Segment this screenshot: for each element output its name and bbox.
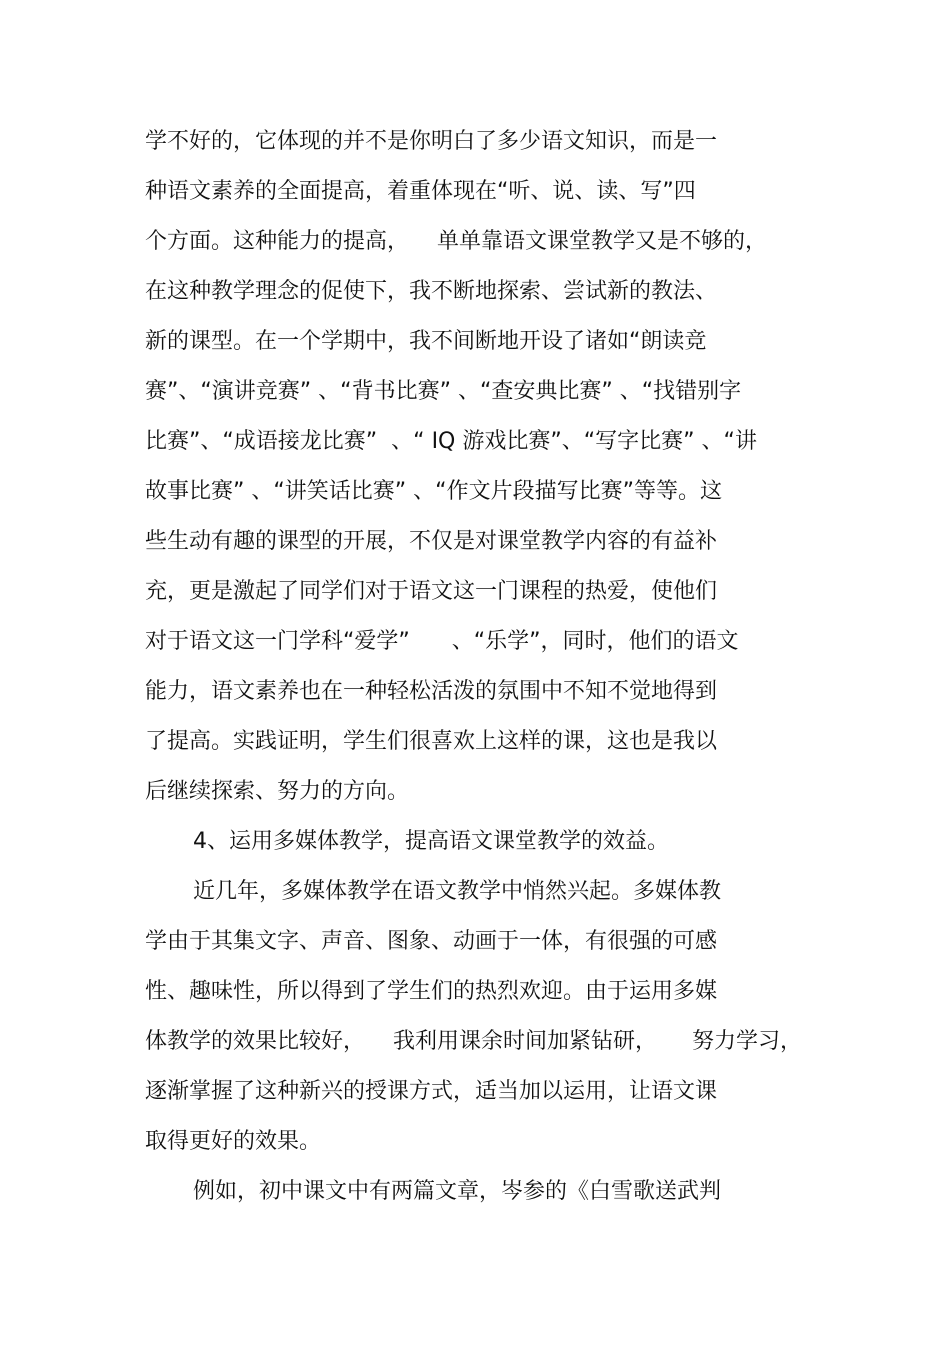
text-line: 逐渐掌握了这种新兴的授课方式，适当加以运用，让语文课 xyxy=(145,1079,718,1104)
text-line: 赛”、“演讲竞赛” 、“背书比赛” 、“查安典比赛” 、“找错别字 xyxy=(145,379,742,404)
text-line: 比赛”、“成语接龙比赛” 、“ IQ 游戏比赛”、“写字比赛” 、“讲 xyxy=(145,429,757,454)
text-line: 例如，初中课文中有两篇文章，岑参的《白雪歌送武判 xyxy=(193,1179,722,1204)
text-line: 体教学的效果比较好， 我利用课余时间加紧钻研， 努力学习， xyxy=(145,1029,802,1054)
text-line: 学不好的，它体现的并不是你明白了多少语文知识，而是一 xyxy=(145,129,718,154)
text-line: 取得更好的效果。 xyxy=(145,1129,322,1154)
text-line: 个方面。这种能力的提高， 单单靠语文课堂教学又是不够的， xyxy=(145,229,767,254)
text-line: 种语文素养的全面提高，着重体现在“听、说、读、写”四 xyxy=(145,179,696,204)
text-line: 学由于其集文字、声音、图象、动画于一体，有很强的可感 xyxy=(145,929,718,954)
text-line: 能力，语文素养也在一种轻松活泼的氛围中不知不觉地得到 xyxy=(145,679,718,704)
text-line: 故事比赛” 、“讲笑话比赛” 、“作文片段描写比赛”等等。这 xyxy=(145,479,722,504)
text-line: 充，更是激起了同学们对于语文这一门课程的热爱，使他们 xyxy=(145,579,718,604)
text-line: 性、趣味性，所以得到了学生们的热烈欢迎。由于运用多媒 xyxy=(145,979,718,1004)
section-heading: 4、运用多媒体教学，提高语文课堂教学的效益。 xyxy=(193,829,669,854)
text-line: 后继续探索、努力的方向。 xyxy=(145,779,410,804)
text-line: 新的课型。在一个学期中，我不间断地开设了诸如“朗读竞 xyxy=(145,329,707,354)
text-line: 些生动有趣的课型的开展，不仅是对课堂教学内容的有益补 xyxy=(145,529,718,554)
text-line: 在这种教学理念的促使下，我不断地探索、尝试新的教法、 xyxy=(145,279,718,304)
text-line: 了提高。实践证明，学生们很喜欢上这样的课，这也是我以 xyxy=(145,729,718,754)
text-line: 近几年，多媒体教学在语文教学中悄然兴起。多媒体教 xyxy=(193,879,722,904)
text-line: 对于语文这一门学科“爱学” 、“乐学”，同时，他们的语文 xyxy=(145,629,739,654)
